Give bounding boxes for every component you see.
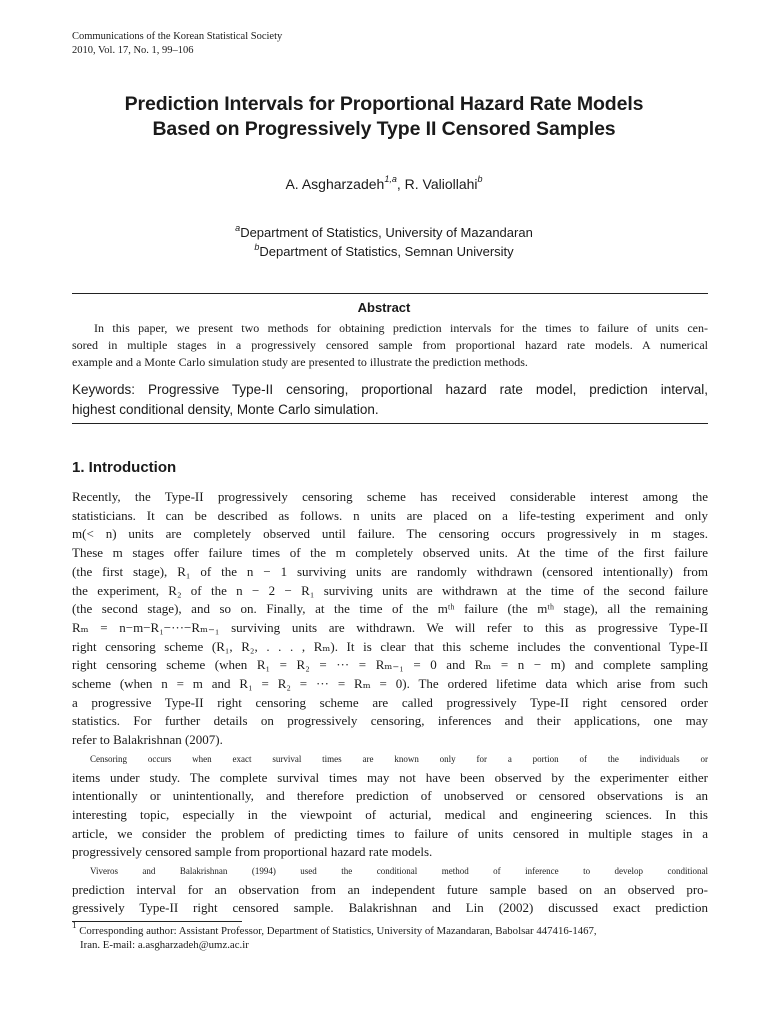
affiliations — [0, 223, 768, 261]
abstract-line: sored in multiple stages in a progressively censored sample from proportional hazard rate models. A numerical — [72, 338, 708, 352]
abstract-top-rule — [72, 293, 708, 294]
affiliation-b — [0, 242, 768, 261]
body-line: Rₘ = n−m−R₁−···−Rₘ₋₁ surviving units are withdrawn. We will refer to this as progressive Type-II — [72, 619, 708, 635]
authors — [0, 176, 768, 192]
body-line: statisticians. It can be described as follows. n units are placed on a life-testing experiment and only — [72, 507, 708, 523]
body-line: a progressive Type-II right censoring scheme are called progressively Type-II right censored order — [72, 694, 708, 710]
abstract-heading: Abstract — [357, 300, 411, 315]
author-separator: , — [396, 176, 405, 192]
body-line: intentionally or unintentionally, and therefore prediction of unobserved or censored observations is an — [72, 788, 708, 804]
title-line-1: Prediction Intervals for Proportional Hazard Rate Models — [124, 93, 644, 115]
footnote-line-1 — [72, 920, 708, 938]
affiliation-a-mark: a — [235, 222, 241, 233]
body-line: progressively censored sample from proportional hazard rate models. — [72, 844, 433, 860]
body-line: Viveros and Balakrishnan (1994) used the conditional method of inference to develop conditional — [90, 866, 708, 877]
author-1-name: A. Asgharzadeh — [285, 176, 385, 192]
body-line: scheme (when n = m and R₁ = R₂ = ··· = Rₘ = 0). The ordered lifetime data which arise from such — [72, 676, 708, 692]
affiliation-a-text: Department of Statistics, University of Mazandaran — [240, 225, 533, 240]
author-1-sup: 1,a — [384, 174, 397, 185]
body-line: These m stages offer failure times of the m completely observed units. At the time of the first failure — [72, 545, 708, 561]
footnote-text-2: Iran. E-mail: a.asgharzadeh@umz.ac.ir — [80, 939, 249, 951]
affiliation-b-mark: b — [254, 241, 260, 252]
body-line: article, we consider the problem of predicting times to failure of units censored in multiple stages in a — [72, 825, 708, 841]
body-line: right censoring scheme (R₁, R₂, . . . , Rₘ). It is clear that this scheme includes the conventional Type-II — [72, 638, 708, 654]
journal-citation: 2010, Vol. 17, No. 1, 99–106 — [72, 45, 194, 56]
body-line: Recently, the Type-II progressively censoring scheme has received considerable interest among the — [72, 489, 708, 504]
body-line: (the first stage), R₁ of the n − 1 surviving units are randomly withdrawn (censored intentionally) from — [72, 563, 708, 579]
body-line: prediction interval for an observation from an independent future sample based on an observed pro- — [72, 881, 708, 897]
body-line: refer to Balakrishnan (2007). — [72, 732, 223, 748]
footnote-mark: 1 — [72, 920, 77, 931]
abstract-line: In this paper, we present two methods for obtaining prediction intervals for the times to failure of units cen- — [94, 321, 708, 335]
body-line: the experiment, R₂ of the n − 2 − R₁ surviving units are withdrawn at the time of the second failure — [72, 582, 708, 598]
author-2-name: R. Valiollahi — [404, 176, 478, 192]
body-line: right censoring scheme (when R₁ = R₂ = ··· = Rₘ₋₁ = 0 and Rₘ = n − m) and complete sampling — [72, 657, 708, 673]
body-line: m(< n) units are completely observed until failure. The censoring occurs progressively in m stages. — [72, 526, 708, 542]
paper-title — [60, 92, 708, 142]
body-text — [72, 488, 708, 918]
affiliation-a — [0, 223, 768, 242]
keywords — [72, 380, 708, 420]
abstract-body — [72, 320, 708, 371]
title-line-2: Based on Progressively Type II Censored Samples — [152, 118, 616, 140]
abstract-line: example and a Monte Carlo simulation study are presented to illustrate the prediction methods. — [72, 355, 528, 369]
footnote-text-1: Corresponding author: Assistant Professor, Department of Statistics, University of Mazandaran, Babolsar 447416-1467, — [79, 925, 597, 937]
section-heading: 1. Introduction — [72, 459, 177, 476]
body-line: gressively Type-II right censored sample. Balakrishnan and Lin (2002) discussed exact prediction — [72, 900, 708, 916]
journal-name: Communications of the Korean Statistical Society — [72, 31, 283, 42]
keywords-line: Keywords: Progressive Type-II censoring, proportional hazard rate model, prediction interval, — [72, 382, 708, 397]
abstract-bottom-rule — [72, 423, 708, 424]
footnote — [72, 920, 708, 952]
journal-header — [72, 30, 282, 58]
body-line: Censoring occurs when exact survival times are known only for a portion of the individuals or — [90, 753, 708, 764]
footnote-rule — [72, 921, 242, 922]
affiliation-b-text: Department of Statistics, Semnan University — [259, 244, 514, 259]
body-line: (the second stage), and so on. Finally, at the time of the mᵗʰ failure (the mᵗʰ stage), all the remaining — [72, 601, 708, 617]
body-line: interesting topic, especially in the viewpoint of acturial, medical and engineering sciences. In this — [72, 806, 708, 822]
author-2-sup: b — [477, 174, 483, 185]
body-line: statistics. For further details on progressively censoring, inferences and their applications, one may — [72, 713, 708, 729]
body-line: items under study. The complete survival times may not have been observed by the experimenter either — [72, 769, 708, 785]
keywords-line: highest conditional density, Monte Carlo simulation. — [72, 402, 379, 417]
